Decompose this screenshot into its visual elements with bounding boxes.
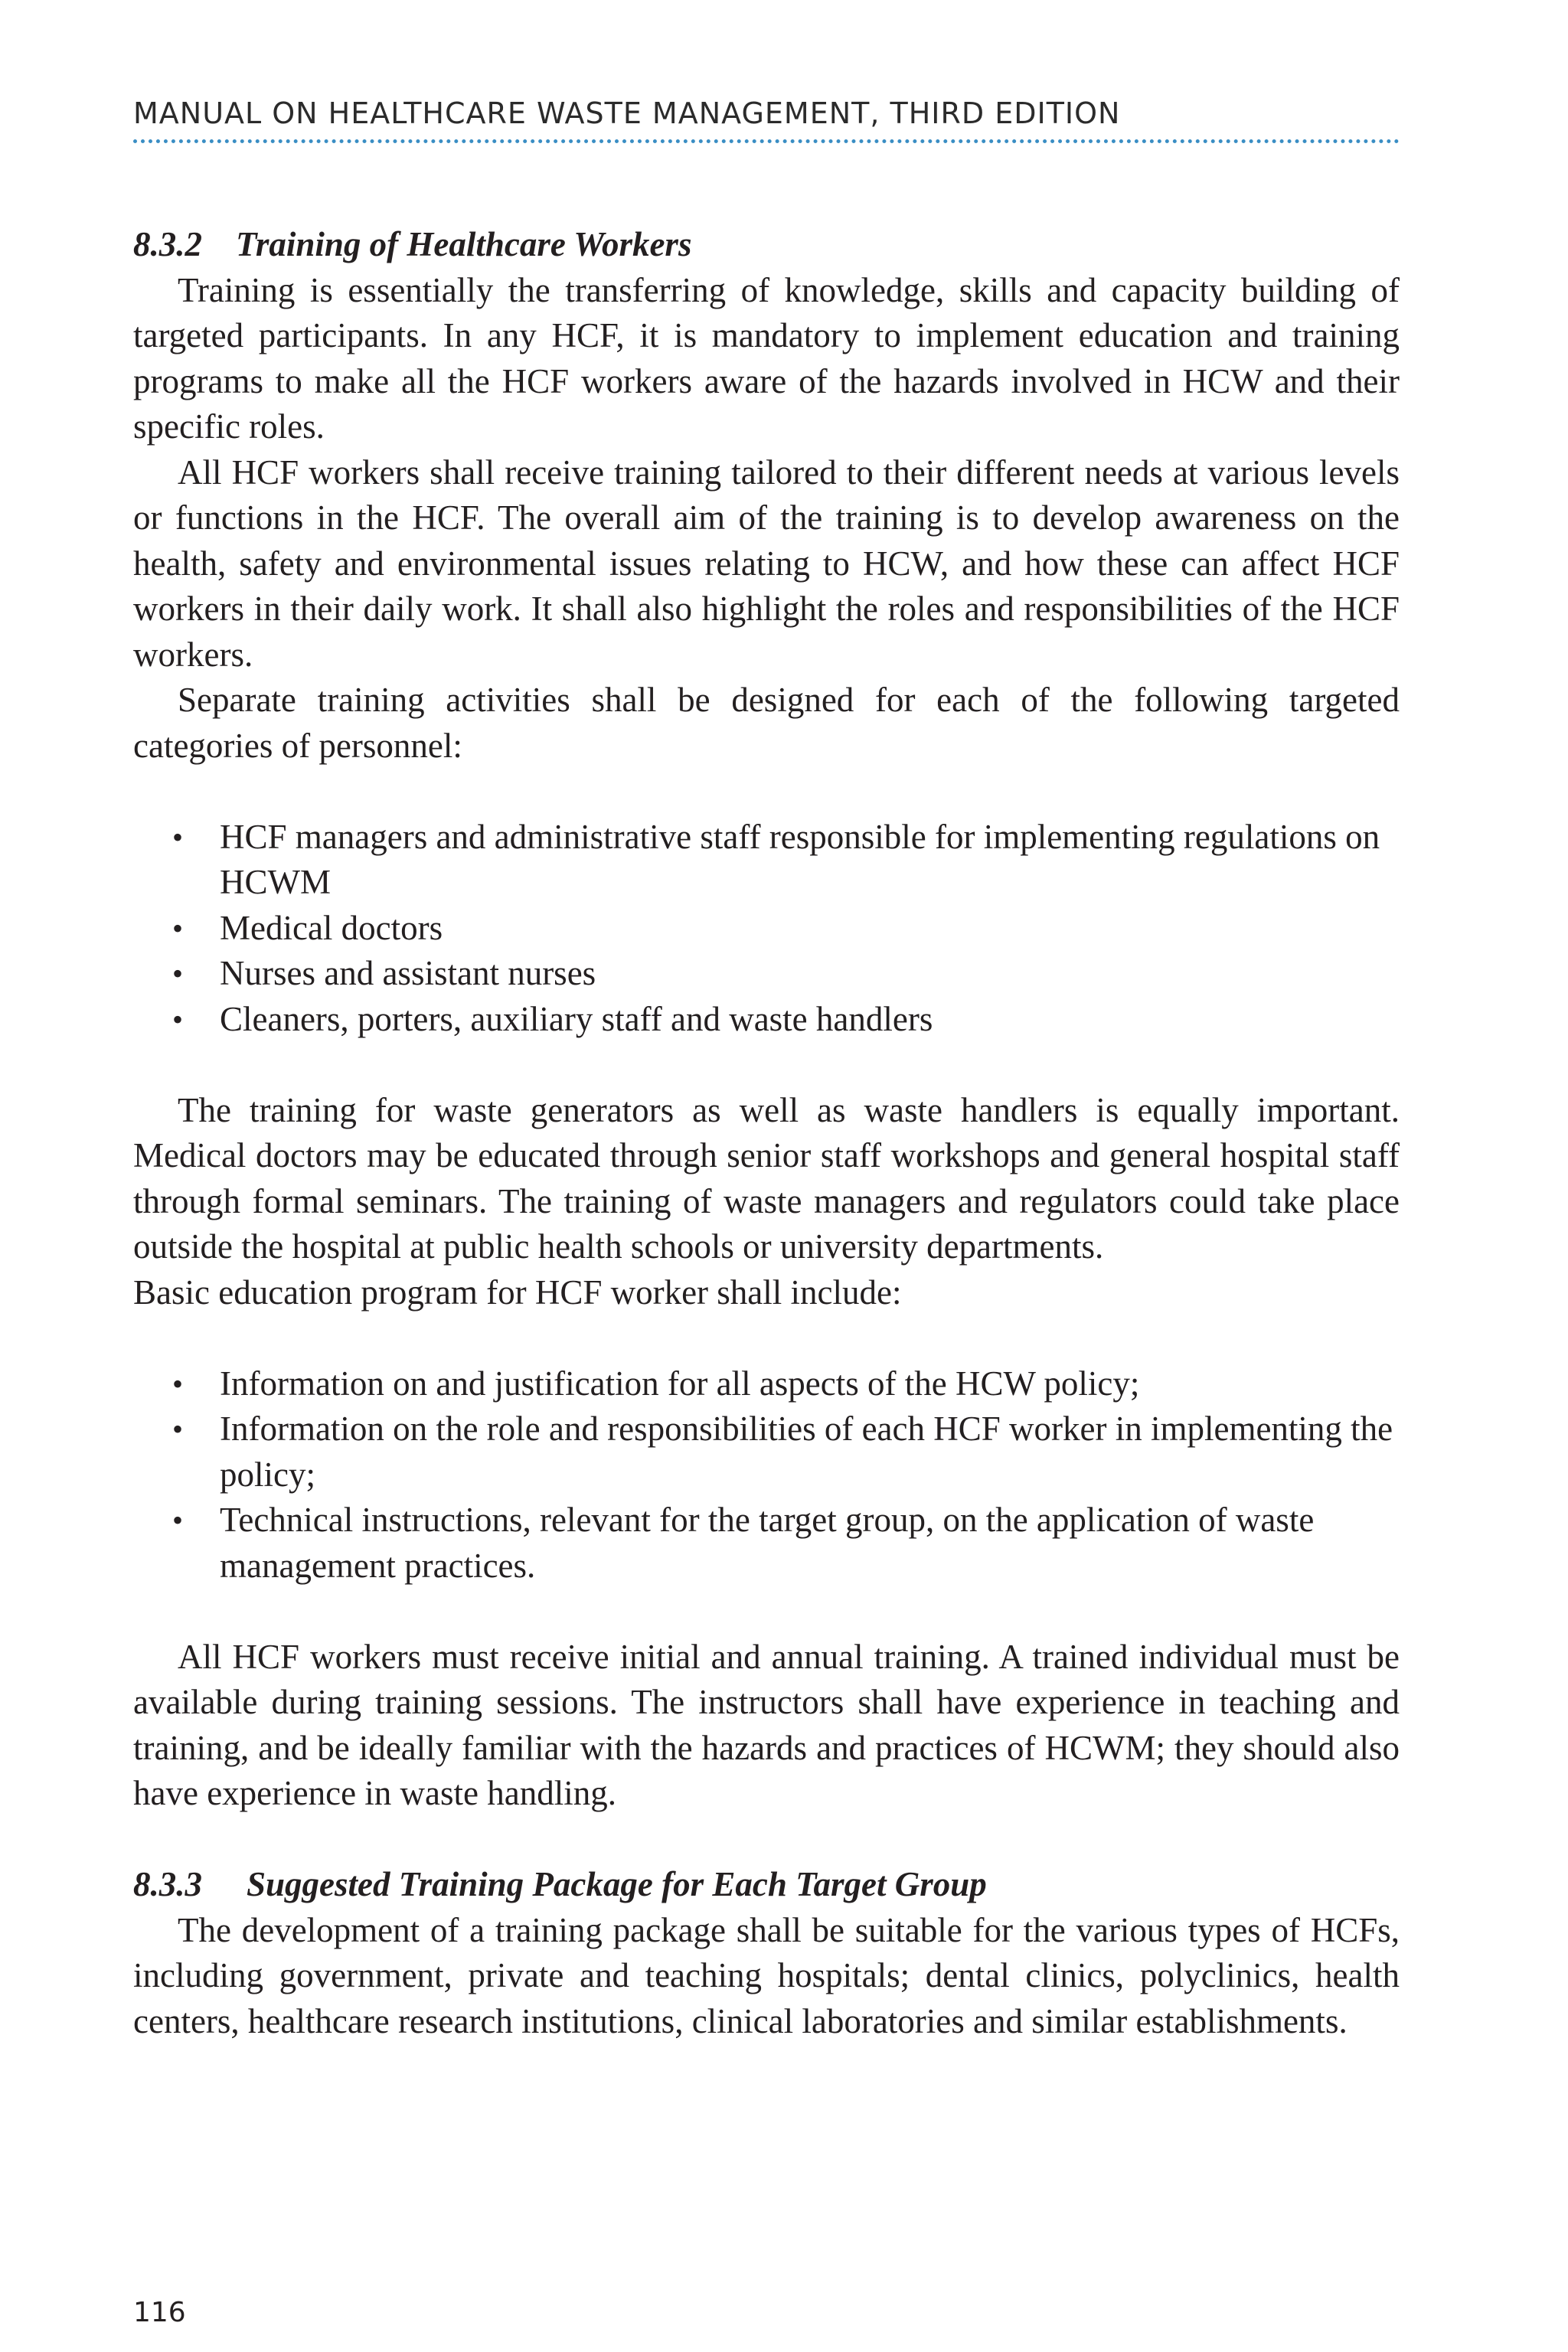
paragraph: Training is essentially the transferring of knowledge, skills and capacity building of targeted participants. In any HCF, it is mandatory to implement education and training programs to make all the HCF workers aware of the hazards involved in HCW and their specific roles. [133,270,1400,446]
bullet-icon: • [172,1001,184,1037]
list-item: • Nurses and assistant nurses [133,951,1400,997]
bullet-icon: • [172,1503,184,1537]
running-header: MANUAL ON HEALTHCARE WASTE MANAGEMENT, THIRD EDITION [133,96,1121,130]
paragraph: The development of a training package shall be suitable for the various types of HCFs, including government, private and teaching hospitals; dental clinics, polyclinics, health centers, healthcare research institutions, clinical laboratories and similar establishments. [133,1910,1400,2040]
education-program-list [133,1361,1400,1589]
bullet-icon: • [172,1412,184,1446]
bullet-icon: • [172,956,184,991]
bullet-icon: • [172,819,184,854]
personnel-categories-list [133,815,1400,1043]
list-item: • Information on and justification for all aspects of the HCW policy; [133,1361,1400,1407]
paragraph: All HCF workers shall receive training tailored to their different needs at various levels or functions in the HCF. The overall aim of the training is to develop awareness on the health, safety and environmental issues relating to HCW, and how these can affect HCF workers in their daily work. It shall also highlight the roles and responsibilities of the HCF workers. [133,452,1400,674]
bullet-icon: • [172,910,184,946]
list-item: • Information on the role and responsibilities of each HCF worker in implementing the policy; [133,1406,1400,1498]
list-item: • HCF managers and administrative staff responsible for implementing regulations on HCWM [133,815,1400,906]
spacer [133,1589,1400,1635]
spacer [133,1315,1400,1361]
list-item: • Medical doctors [133,906,1400,952]
section-title: Training of Healthcare Workers [236,225,692,263]
list-item: • Technical instructions, relevant for the target group, on the application of waste management practices. [133,1498,1400,1589]
page-content [133,222,1400,2044]
section-title: Suggested Training Package for Each Target Group [247,1865,987,1903]
list-item: • Cleaners, porters, auxiliary staff and waste handlers [133,997,1400,1043]
section-number: 8.3.2 [133,225,202,263]
section-heading-8-3-2 [133,222,1400,268]
header-dotted-rule [133,139,1400,143]
spacer [133,769,1400,815]
section-number: 8.3.3 [133,1865,202,1903]
spacer [133,1042,1400,1088]
section-heading-8-3-3 [133,1862,1400,1908]
paragraph: Separate training activities shall be designed for each of the following targeted categories of personnel: [133,681,1400,765]
bullet-icon: • [172,1366,184,1401]
paragraph: Basic education program for HCF worker shall include: [133,1272,902,1312]
page-number: 116 [133,2297,186,2328]
paragraph: All HCF workers must receive initial and annual training. A trained individual must be available during training sessions. The instructors shall have experience in teaching and training, and be ideally familiar with the hazards and practices of HCWM; they should also have experience in waste handling. [133,1637,1400,1812]
paragraph: The training for waste generators as well as waste handlers is equally important. Medical doctors may be educated through senior staff workshops and general hospital staff through formal seminars. The training of waste managers and regulators could take place outside the hospital at public health schools or university departments. [133,1090,1400,1266]
spacer [133,1817,1400,1863]
